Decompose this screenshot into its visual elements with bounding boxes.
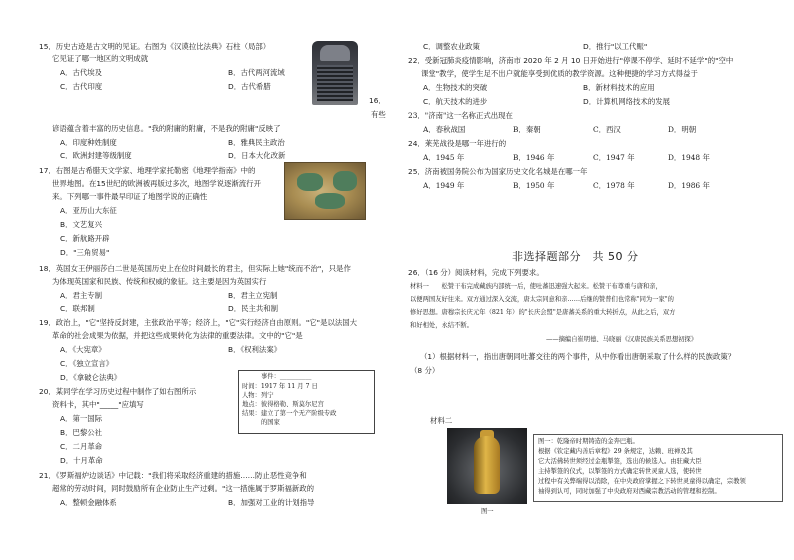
stele-inscription — [317, 65, 353, 101]
q21-option-a[interactable]: A．整顿金融体系 — [60, 498, 117, 507]
q22-stem-line1: 22．受新冠肺炎疫情影响，济南市 2020 年 2 月 10 日开始进行"停课不停学、延时不延学"的"空中 — [408, 56, 734, 65]
figure-1-label: 图一 — [481, 508, 494, 515]
map-landmass-africa — [315, 193, 345, 209]
q20-option-a[interactable]: A．第一国际 — [60, 414, 103, 423]
caption-line6: 袖得到认可，同时加强了中央政府对西藏宗教活动的管理和控制。 — [538, 488, 721, 495]
q15-option-b[interactable]: B．古代两河流域 — [228, 68, 285, 77]
q24-option-c[interactable]: C．1947 年 — [593, 153, 635, 162]
q21-stem-line2: 超常的劳动时间，同时鼓励所有企业防止生产过剩。"这一措施属于罗斯福新政的 — [52, 484, 315, 493]
ptolemy-world-map-image — [284, 162, 366, 220]
q25-option-b[interactable]: B．1950 年 — [513, 181, 555, 190]
card-time: 时间：1917 年 11 月 7 日 — [242, 383, 318, 390]
q16-option-c[interactable]: C．欧洲封建等级制度 — [60, 151, 132, 160]
q18-option-d[interactable]: D．民主共和制 — [228, 304, 279, 313]
q15-option-a[interactable]: A．古代埃及 — [60, 68, 103, 77]
q23-option-a[interactable]: A．春秋战国 — [423, 125, 466, 134]
q23-option-b[interactable]: B．秦朝 — [513, 125, 541, 134]
q19-option-a[interactable]: A．《大宪章》 — [60, 345, 106, 354]
q16-lead: 有些 — [371, 110, 386, 119]
q24-option-b[interactable]: B．1946 年 — [513, 153, 555, 162]
card-result-line1: 结果：建立了第一个无产阶级专政 — [242, 410, 337, 417]
card-person: 人物：列宁 — [242, 392, 274, 399]
material1-source: ——摘编自崔明德、马晓丽《汉唐民族关系思想初探》 — [546, 336, 698, 343]
card-result-line2: 的国家 — [261, 419, 280, 426]
q17-stem-line1: 17．右图是古希腊天文学家、地理学家托勒密《地理学指南》中的 — [39, 166, 256, 175]
non-choice-section-title: 非选择题部分 共 50 分 — [512, 250, 639, 263]
caption-line2: 根据《钦定藏内善后章程》29 条规定，达赖、班禅及其 — [538, 448, 693, 455]
stele-relief — [320, 45, 350, 61]
q19-option-b[interactable]: B．《权利法案》 — [228, 345, 282, 354]
q19-stem-line2: 革命的社会成果为依据，并把这些成果转化为法律的重要法律。文中的"它"是 — [52, 331, 303, 340]
caption-line3: 它大活佛转世须经过金瓶掣签，选出的候选人。由驻藏大臣 — [538, 458, 702, 465]
golden-urn-body — [474, 436, 500, 494]
q17-option-b[interactable]: B．文艺复兴 — [60, 220, 103, 229]
q20-option-c[interactable]: C．二月革命 — [60, 442, 103, 451]
q22-option-b[interactable]: B．新材料技术的应用 — [583, 83, 655, 92]
q24-option-d[interactable]: D．1948 年 — [668, 153, 710, 162]
q17-option-d[interactable]: D．"三角贸易" — [60, 248, 110, 257]
q19-stem-line1: 19．政治上，"它"坚持反封建，主张政治平等；经济上，"它"实行经济自由原则。"它"是以法国大 — [39, 318, 358, 327]
q25-stem: 25．济南被国务院公布为国家历史文化名城是在哪一年 — [408, 167, 588, 176]
q18-stem-line2: 为体现英国家和民族、传统和权威的象征。这主要是因为英国实行 — [52, 277, 267, 286]
card-event: 事件：__________ — [261, 373, 312, 380]
q18-stem-line1: 18．英国女王伊丽莎白二世是英国历史上在位时间最长的君主，但实际上她"统而不治"，只是作 — [39, 264, 351, 273]
card-place: 地点：彼得格勒、斯莫尔尼宫 — [242, 401, 324, 408]
q18-option-c[interactable]: C．联邦制 — [60, 304, 95, 313]
q20-stem-line2: 资料卡，其中"_____"应填写 — [52, 400, 144, 409]
q15-stem-line2: 它见证了哪一地区的文明成就 — [52, 54, 149, 63]
q16-stem: 谚语蕴含着丰富的历史信息。"我的附庸的附庸，不是我的附庸"反映了 — [52, 124, 281, 133]
q25-option-d[interactable]: D．1986 年 — [668, 181, 710, 190]
q17-option-c[interactable]: C．新航路开辟 — [60, 234, 110, 243]
q16-number: 16． — [369, 96, 386, 105]
q16-option-a[interactable]: A．印度种姓制度 — [60, 138, 117, 147]
q26-stem: 26．（16 分）阅读材料，完成下列要求。 — [408, 268, 544, 277]
caption-line5: 过程中有关弊端得以消除，在中央政府掌握之下转世灵童得以确定，宗教领 — [538, 478, 746, 485]
q16-option-b[interactable]: B．雅典民主政治 — [228, 138, 285, 147]
golden-urn-caption-box — [533, 434, 783, 502]
caption-line4: 主持掣签的仪式，以掣签的方式确定转世灵童人选，使转世 — [538, 468, 702, 475]
material2-label: 材料二 — [430, 416, 453, 425]
q15-stem-line1: 15．历史古迹是古文明的见证。右图为《汉谟拉比法典》石柱（局部） — [39, 42, 271, 51]
material1-line4: 和好相处，永结不断。 — [410, 322, 473, 329]
q24-stem: 24．莱芜战役是哪一年进行的 — [408, 139, 507, 148]
q25-option-c[interactable]: C．1978 年 — [593, 181, 635, 190]
q26-requirement-1-score: （8 分） — [410, 366, 440, 375]
q21-option-d[interactable]: D．推行"以工代赈" — [583, 42, 648, 51]
q20-stem-line1: 20．某同学在学习历史过程中制作了如右图所示 — [39, 387, 197, 396]
q21-option-c[interactable]: C．调整农业政策 — [423, 42, 480, 51]
q18-option-a[interactable]: A．君主专制 — [60, 291, 103, 300]
map-landmass-europe — [297, 173, 323, 191]
q20-option-d[interactable]: D．十月革命 — [60, 456, 103, 465]
q17-option-a[interactable]: A．亚历山大东征 — [60, 206, 117, 215]
q20-option-b[interactable]: B．巴黎公社 — [60, 428, 103, 437]
q17-stem-line2: 世界地图。在15世纪的欧洲被再版过多次，地图学说逐渐流行开 — [52, 179, 261, 188]
q23-option-c[interactable]: C．西汉 — [593, 125, 621, 134]
revolution-info-card — [238, 370, 375, 434]
q23-stem: 23．"济南"这一名称正式出现在 — [408, 111, 513, 120]
material1-line1: 材料一 松赞干布完成藏族内部统一后，使吐蕃迅速强大起来。松赞干布尊重与唐和亲， — [410, 283, 662, 290]
material1-line3: 修好思想。唐穆宗长庆元年（821 年）的"长庆会盟"是唐蕃关系的重大转折点，从此之后，双方 — [410, 309, 676, 316]
q19-option-d[interactable]: D．《拿破仑法典》 — [60, 373, 122, 382]
q23-option-d[interactable]: D．明朝 — [668, 125, 697, 134]
q22-option-c[interactable]: C．航天技术的进步 — [423, 97, 488, 106]
map-landmass-asia — [333, 171, 357, 191]
q16-option-d[interactable]: D．日本大化改新 — [228, 151, 286, 160]
q21-option-b[interactable]: B．加强对工业的计划指导 — [228, 498, 315, 507]
hammurabi-stele-image — [312, 41, 358, 105]
q19-option-c[interactable]: C．《独立宣言》 — [60, 359, 114, 368]
material1-line2: 以便两国友好往来。双方通过深入交流，唐太宗同意和亲……后继的赞普们也常称"同为一家"的 — [410, 296, 674, 303]
q15-option-c[interactable]: C．古代印度 — [60, 82, 103, 91]
q22-stem-line2: 课堂"教学，使学生足不出户就能享受到优质的教学资源。这种便捷的学习方式得益于 — [421, 69, 698, 78]
q15-option-d[interactable]: D．古代希腊 — [228, 82, 271, 91]
q17-stem-line3: 来。下列哪一事件最早印证了地图学说的正确性 — [52, 192, 208, 201]
q18-option-b[interactable]: B．君主立宪制 — [228, 291, 278, 300]
q22-option-a[interactable]: A．生物技术的突破 — [423, 83, 488, 92]
q25-option-a[interactable]: A．1949 年 — [423, 181, 465, 190]
q26-requirement-1: （1）根据材料一，指出唐朝同吐蕃交往的两个事件，从中你看出唐朝采取了什么样的民族政策？ — [420, 352, 736, 361]
q22-option-d[interactable]: D．计算机网络技术的发展 — [583, 97, 670, 106]
caption-line1: 图一：乾隆帝时期铸造的金奔巴瓶。 — [538, 438, 639, 445]
q24-option-a[interactable]: A．1945 年 — [423, 153, 465, 162]
q21-stem-line1: 21．《罗斯福炉边谈话》中记载："我们将采取经济重建的措施……防止恶性竞争和 — [39, 471, 307, 480]
